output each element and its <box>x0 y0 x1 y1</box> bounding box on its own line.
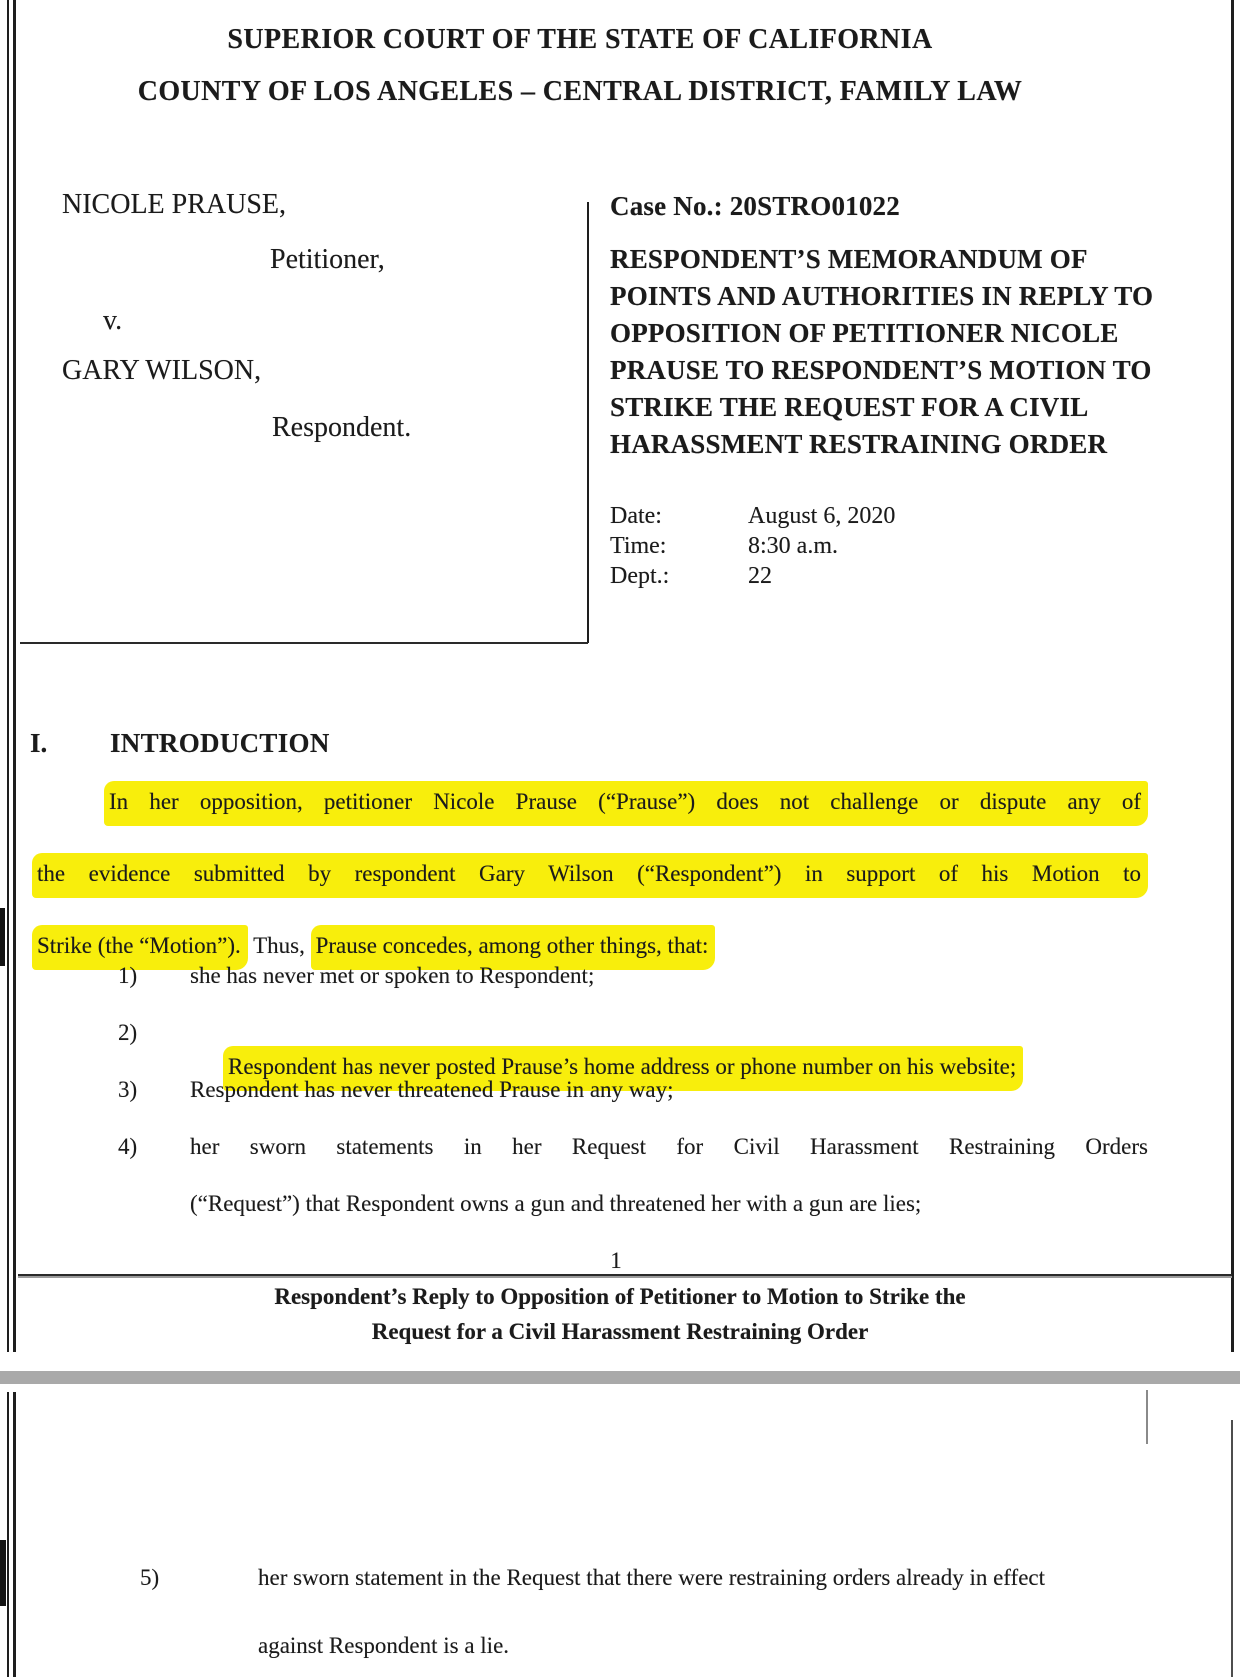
highlighted-text: Prause concedes, among other things, that: <box>311 925 716 970</box>
petitioner-role-label: Petitioner, <box>270 244 385 275</box>
section-title: INTRODUCTION <box>110 728 330 758</box>
intro-paragraph-line-3 <box>32 929 1148 963</box>
court-name-heading: SUPERIOR COURT OF THE STATE OF CALIFORNIA <box>227 24 933 55</box>
versus-label: v. <box>103 305 123 336</box>
page1-left-margin-inner-line <box>13 0 16 1352</box>
page2-left-margin-inner-line <box>13 1392 16 1677</box>
intro-paragraph-line-1 <box>32 785 1148 819</box>
document-title-line-2: POINTS AND AUTHORITIES IN REPLY TO <box>610 281 1154 311</box>
list-item-4-text-line-1: her sworn statements in her Request for Civil Harassment Restraining Orders <box>190 1134 1148 1159</box>
list-item-5-number: 5) <box>140 1565 160 1590</box>
list-item-4-number: 4) <box>118 1134 138 1159</box>
list-item-1-text: she has never met or spoken to Respondent; <box>190 963 595 988</box>
highlighted-text: Respondent has never posted Prause’s home address or phone number on his website; <box>223 1046 1023 1091</box>
document-title-line-4: PRAUSE TO RESPONDENT’S MOTION TO <box>610 355 1152 385</box>
petitioner-name: NICOLE PRAUSE, <box>62 189 287 220</box>
hearing-date-label: Date: <box>610 503 662 529</box>
page1-left-margin-outer-line <box>7 0 9 1352</box>
caption-bottom-line <box>20 642 588 644</box>
intro-paragraph-line-2 <box>32 857 1148 891</box>
respondent-role-label: Respondent. <box>272 412 412 443</box>
highlighted-text: Strike (the “Motion”). <box>32 925 248 970</box>
document-title-line-5: STRIKE THE REQUEST FOR A CIVIL <box>610 392 1089 422</box>
page-separator-band <box>0 1371 1240 1384</box>
document-title-line-6: HARASSMENT RESTRAINING ORDER <box>610 429 1108 459</box>
list-item-5-text-line-2: against Respondent is a lie. <box>258 1633 510 1658</box>
page1-right-margin-line <box>1231 0 1234 1352</box>
footer-title-line-2: Request for a Civil Harassment Restraining Order <box>371 1319 869 1344</box>
respondent-name: GARY WILSON, <box>62 355 262 386</box>
page2-left-margin-outer-line <box>7 1392 9 1677</box>
highlighted-text: In her opposition, petitioner Nicole Prause (“Prause”) does not challenge or dispute any of <box>104 781 1148 826</box>
hearing-date-value: August 6, 2020 <box>748 503 896 529</box>
list-item-2-number: 2) <box>118 1020 138 1045</box>
list-item-3-number: 3) <box>118 1077 138 1102</box>
footer-title-line-1: Respondent’s Reply to Opposition of Petitioner to Motion to Strike the <box>274 1284 966 1309</box>
document-title-line-1: RESPONDENT’S MEMORANDUM OF <box>610 244 1088 274</box>
hearing-time-value: 8:30 a.m. <box>748 533 838 559</box>
list-item-4-text-line-2: (“Request”) that Respondent owns a gun and threatened her with a gun are lies; <box>190 1191 922 1216</box>
scan-artifact-left-page1 <box>0 908 5 966</box>
document-title-line-3: OPPOSITION OF PETITIONER NICOLE <box>610 318 1119 348</box>
list-item-1-number: 1) <box>118 963 138 988</box>
scan-artifact-left-page2 <box>0 1540 6 1606</box>
hearing-dept-value: 22 <box>748 563 772 589</box>
plain-text: Thus, <box>247 933 311 958</box>
highlighted-text: the evidence submitted by respondent Gary Wilson (“Respondent”) in support of his Motion to <box>32 853 1148 898</box>
court-district-heading: COUNTY OF LOS ANGELES – CENTRAL DISTRICT, FAMILY LAW <box>137 76 1023 107</box>
scan-artifact-right-tick <box>1146 1390 1148 1444</box>
page2-right-margin-line <box>1231 1420 1233 1677</box>
list-item-3-text: Respondent has never threatened Prause in any way; <box>190 1077 674 1102</box>
hearing-time-label: Time: <box>610 533 667 559</box>
list-item-5-text-line-1: her sworn statement in the Request that there were restraining orders already in effect <box>258 1565 1046 1590</box>
page-number: 1 <box>610 1248 622 1273</box>
footer-rule <box>18 1274 1232 1276</box>
hearing-dept-label: Dept.: <box>610 563 670 589</box>
case-number: Case No.: 20STRO01022 <box>610 191 900 221</box>
caption-divider-line <box>587 202 589 643</box>
section-number: I. <box>30 728 48 758</box>
